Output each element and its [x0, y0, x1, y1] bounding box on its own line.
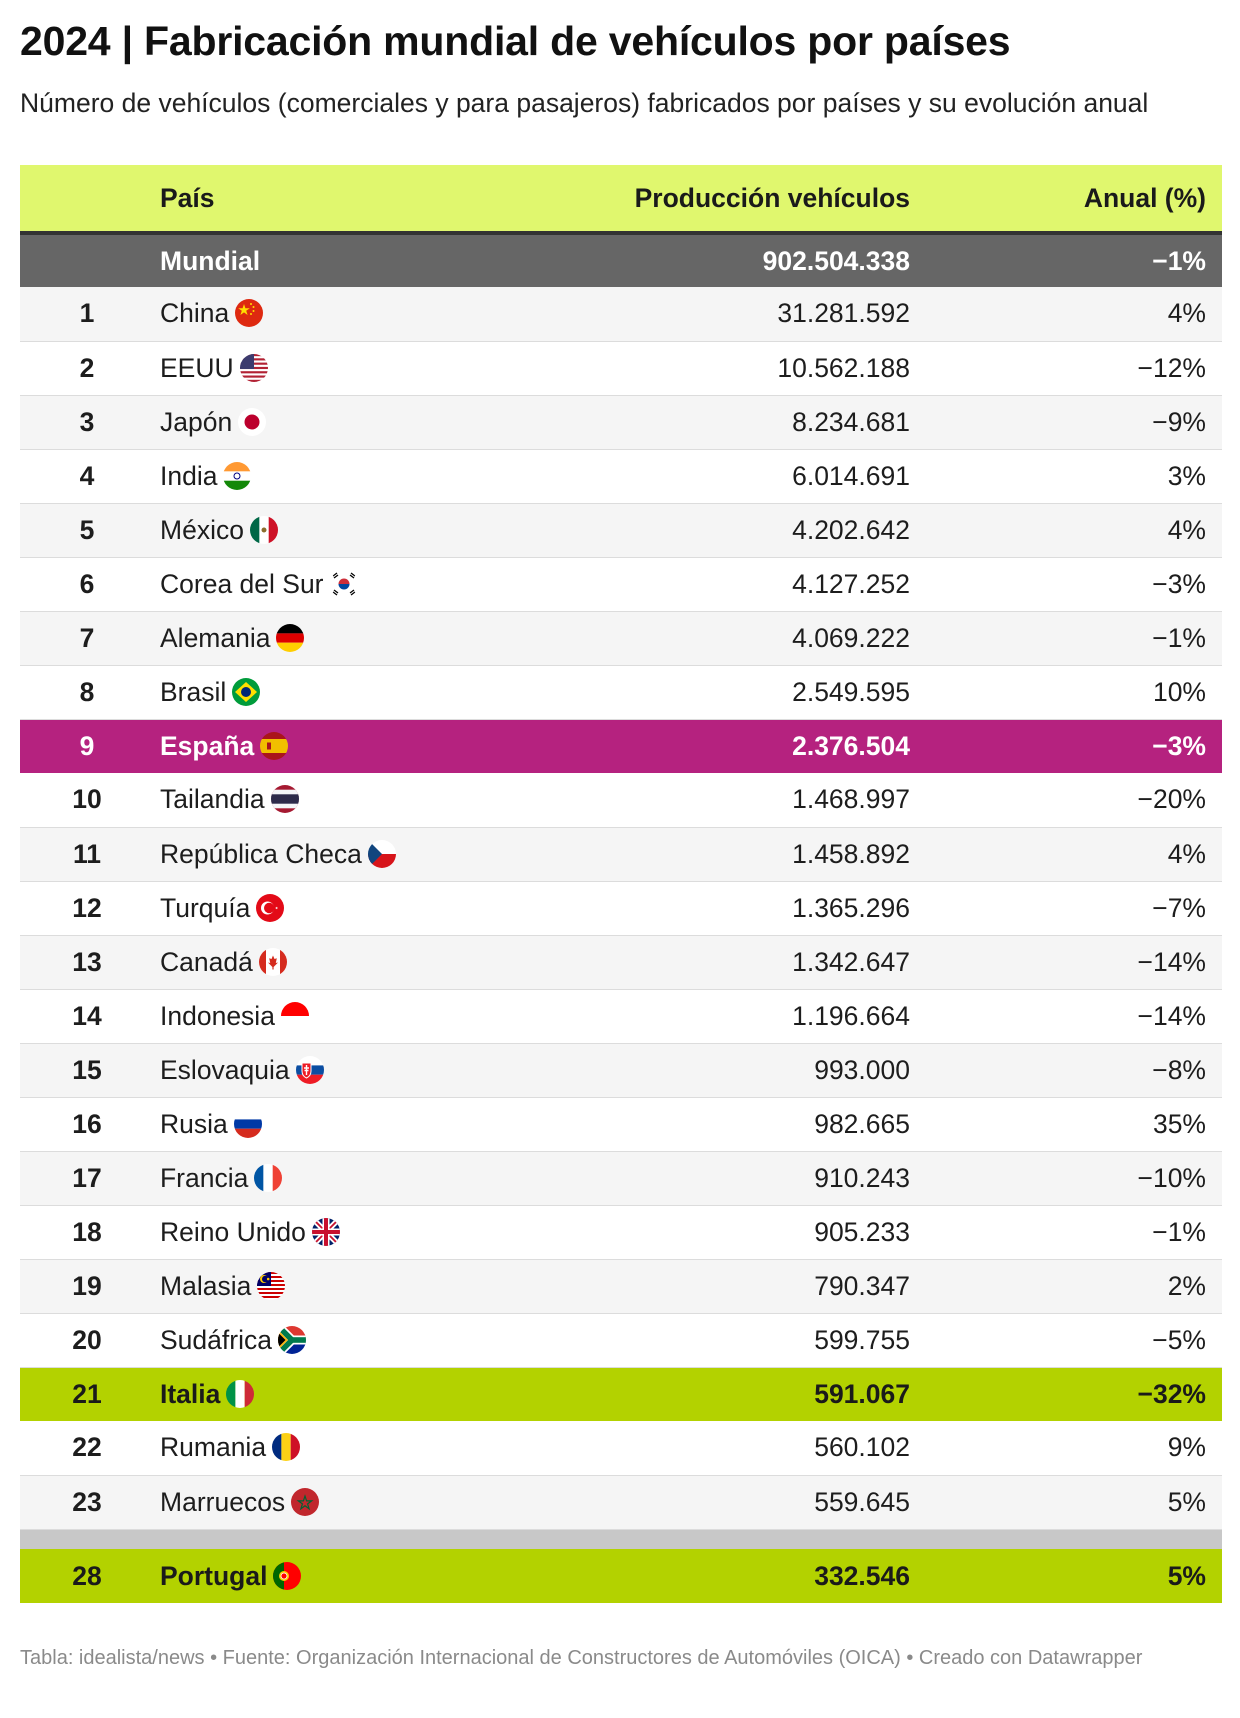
flag-icon [226, 1380, 254, 1408]
rank-cell: 16 [20, 1097, 160, 1151]
vehicle-production-table [20, 165, 1222, 1603]
flag-icon [256, 894, 284, 922]
table-row [20, 1043, 1222, 1097]
rank-cell: 13 [20, 935, 160, 989]
production-cell: 599.755 [600, 1313, 910, 1367]
rank-cell: 17 [20, 1151, 160, 1205]
flag-icon [254, 1164, 282, 1192]
production-cell: 10.562.188 [600, 341, 910, 395]
flag-icon [368, 840, 396, 868]
rank-cell: 22 [20, 1421, 160, 1475]
table-row [20, 989, 1222, 1043]
flag-icon [276, 624, 304, 652]
annual-change-cell: −7% [910, 881, 1222, 935]
flag-icon [291, 1488, 319, 1516]
annual-change-cell: −20% [910, 773, 1222, 827]
table-row [20, 1259, 1222, 1313]
flag-icon [273, 1562, 301, 1590]
annual-change-cell: −3% [910, 719, 1222, 773]
annual-change-cell: 2% [910, 1259, 1222, 1313]
annual-change-cell: 4% [910, 287, 1222, 341]
table-row [20, 611, 1222, 665]
country-name: Japón [160, 406, 233, 437]
rank-cell: 19 [20, 1259, 160, 1313]
table-body [20, 233, 1222, 1603]
flag-icon [250, 516, 278, 544]
rank-cell: 28 [20, 1549, 160, 1603]
production-cell: 1.196.664 [600, 989, 910, 1043]
country-name: Rumania [160, 1432, 267, 1463]
rank-cell: 2 [20, 341, 160, 395]
rank-cell: 4 [20, 449, 160, 503]
country-name: EEUU [160, 352, 234, 383]
production-cell: 982.665 [600, 1097, 910, 1151]
annual-change-cell: −1% [910, 611, 1222, 665]
flag-icon [223, 462, 251, 490]
rank-cell: 5 [20, 503, 160, 557]
country-cell [160, 719, 600, 773]
rank-cell: 21 [20, 1367, 160, 1421]
production-cell: 1.365.296 [600, 881, 910, 935]
country-cell [160, 1367, 600, 1421]
gap-separator-row [20, 1529, 1222, 1549]
flag-icon [281, 1002, 309, 1030]
country-name: Canadá [160, 946, 253, 977]
flag-icon [330, 570, 358, 598]
header-produccion: Producción vehículos [600, 165, 910, 233]
country-name: Francia [160, 1162, 249, 1193]
table-row [20, 449, 1222, 503]
annual-change-cell: −8% [910, 1043, 1222, 1097]
flag-icon [238, 408, 266, 436]
table-row [20, 395, 1222, 449]
country-name: Portugal [160, 1560, 268, 1591]
country-cell [160, 1313, 600, 1367]
production-cell: 2.376.504 [600, 719, 910, 773]
table-row [20, 935, 1222, 989]
table-row [20, 1549, 1222, 1603]
production-cell: 910.243 [600, 1151, 910, 1205]
flag-icon [296, 1056, 324, 1084]
country-cell [160, 1421, 600, 1475]
country-name: Eslovaquia [160, 1054, 290, 1085]
table-row [20, 287, 1222, 341]
production-cell: 8.234.681 [600, 395, 910, 449]
rank-cell: 11 [20, 827, 160, 881]
country-name: Rusia [160, 1108, 228, 1139]
rank-cell: 14 [20, 989, 160, 1043]
table-row [20, 1097, 1222, 1151]
world-production-cell: 902.504.338 [600, 233, 910, 287]
country-cell [160, 665, 600, 719]
header-rank [20, 165, 160, 233]
production-cell: 1.468.997 [600, 773, 910, 827]
table-row [20, 773, 1222, 827]
country-name: Indonesia [160, 1000, 275, 1031]
header-anual: Anual (%) [910, 165, 1222, 233]
country-cell [160, 1259, 600, 1313]
production-cell: 591.067 [600, 1367, 910, 1421]
table-row [20, 557, 1222, 611]
country-name: Brasil [160, 676, 227, 707]
table-row [20, 1475, 1222, 1529]
country-cell [160, 881, 600, 935]
annual-change-cell: 35% [910, 1097, 1222, 1151]
production-cell: 4.127.252 [600, 557, 910, 611]
production-cell: 993.000 [600, 1043, 910, 1097]
annual-change-cell: −9% [910, 395, 1222, 449]
production-cell: 4.069.222 [600, 611, 910, 665]
annual-change-cell: −32% [910, 1367, 1222, 1421]
country-cell [160, 395, 600, 449]
production-cell: 560.102 [600, 1421, 910, 1475]
flag-icon [235, 299, 263, 327]
country-name: Alemania [160, 622, 271, 653]
world-total-row [20, 233, 1222, 287]
rank-cell: 23 [20, 1475, 160, 1529]
country-cell [160, 1043, 600, 1097]
annual-change-cell: −10% [910, 1151, 1222, 1205]
table-row [20, 1313, 1222, 1367]
table-row [20, 881, 1222, 935]
country-name: Tailandia [160, 784, 265, 815]
flag-icon [234, 1110, 262, 1138]
flag-icon [232, 678, 260, 706]
country-cell [160, 1097, 600, 1151]
rank-cell: 15 [20, 1043, 160, 1097]
flag-icon [257, 1272, 285, 1300]
country-name: República Checa [160, 838, 362, 869]
country-cell [160, 1475, 600, 1529]
production-cell: 790.347 [600, 1259, 910, 1313]
production-cell: 6.014.691 [600, 449, 910, 503]
production-cell: 2.549.595 [600, 665, 910, 719]
table-row [20, 665, 1222, 719]
header-pais: País [160, 165, 600, 233]
country-name: Malasia [160, 1270, 252, 1301]
country-name: Reino Unido [160, 1216, 306, 1247]
table-row [20, 827, 1222, 881]
production-cell: 31.281.592 [600, 287, 910, 341]
table-header-row [20, 165, 1222, 233]
annual-change-cell: 4% [910, 503, 1222, 557]
country-name: Italia [160, 1378, 221, 1409]
production-cell: 1.342.647 [600, 935, 910, 989]
country-cell [160, 1151, 600, 1205]
rank-cell: 9 [20, 719, 160, 773]
country-cell [160, 287, 600, 341]
annual-change-cell: −3% [910, 557, 1222, 611]
table-row [20, 1151, 1222, 1205]
rank-cell: 7 [20, 611, 160, 665]
country-cell [160, 1549, 600, 1603]
annual-change-cell: 4% [910, 827, 1222, 881]
flag-icon [278, 1326, 306, 1354]
rank-cell: 18 [20, 1205, 160, 1259]
rank-cell: 3 [20, 395, 160, 449]
country-cell [160, 989, 600, 1043]
rank-cell: 20 [20, 1313, 160, 1367]
annual-change-cell: −14% [910, 989, 1222, 1043]
annual-change-cell: −12% [910, 341, 1222, 395]
table-row [20, 1367, 1222, 1421]
country-name: México [160, 514, 244, 545]
rank-cell: 6 [20, 557, 160, 611]
gap-separator-cell [20, 1529, 1222, 1549]
flag-icon [271, 785, 299, 813]
annual-change-cell: 3% [910, 449, 1222, 503]
table-row [20, 1205, 1222, 1259]
table-row [20, 1421, 1222, 1475]
country-name: España [160, 730, 255, 761]
annual-change-cell: −5% [910, 1313, 1222, 1367]
country-cell [160, 773, 600, 827]
country-name: Sudáfrica [160, 1324, 272, 1355]
country-cell [160, 503, 600, 557]
table-row [20, 503, 1222, 557]
country-cell [160, 449, 600, 503]
production-cell: 4.202.642 [600, 503, 910, 557]
table-row [20, 341, 1222, 395]
country-cell [160, 827, 600, 881]
country-name: Corea del Sur [160, 568, 324, 599]
world-rank-cell [20, 233, 160, 287]
country-name: China [160, 298, 230, 329]
world-annual-cell: −1% [910, 233, 1222, 287]
production-cell: 559.645 [600, 1475, 910, 1529]
rank-cell: 1 [20, 287, 160, 341]
production-cell: 1.458.892 [600, 827, 910, 881]
country-cell [160, 611, 600, 665]
annual-change-cell: 10% [910, 665, 1222, 719]
annual-change-cell: −1% [910, 1205, 1222, 1259]
country-cell [160, 341, 600, 395]
rank-cell: 12 [20, 881, 160, 935]
country-cell [160, 1205, 600, 1259]
country-cell [160, 557, 600, 611]
production-cell: 905.233 [600, 1205, 910, 1259]
chart-footer: Tabla: idealista/news • Fuente: Organización Internacional de Constructores de Automóviles (OICA) • Creado con Datawrapper [20, 1647, 1143, 1669]
flag-icon [260, 732, 288, 760]
annual-change-cell: −14% [910, 935, 1222, 989]
flag-icon [240, 354, 268, 382]
flag-icon [272, 1433, 300, 1461]
annual-change-cell: 9% [910, 1421, 1222, 1475]
country-cell [160, 935, 600, 989]
annual-change-cell: 5% [910, 1475, 1222, 1529]
rank-cell: 8 [20, 665, 160, 719]
country-name: India [160, 460, 218, 491]
country-name: Turquía [160, 892, 251, 923]
annual-change-cell: 5% [910, 1549, 1222, 1603]
table-row [20, 719, 1222, 773]
flag-icon [259, 948, 287, 976]
country-name: Marruecos [160, 1486, 286, 1517]
chart-subtitle: Número de vehículos (comerciales y para pasajeros) fabricados por países y su evolución anual [20, 88, 1149, 118]
chart-title: 2024 | Fabricación mundial de vehículos por países [20, 18, 1011, 64]
production-cell: 332.546 [600, 1549, 910, 1603]
rank-cell: 10 [20, 773, 160, 827]
world-name-cell: Mundial [160, 233, 600, 287]
flag-icon [312, 1218, 340, 1246]
